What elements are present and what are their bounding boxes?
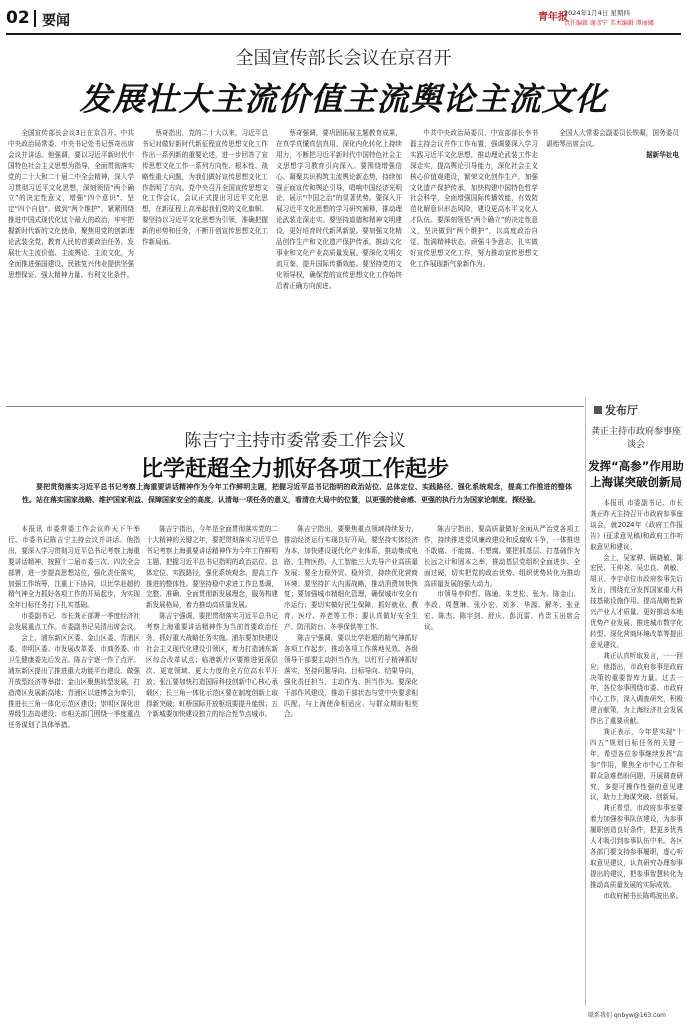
section-tag <box>594 402 638 418</box>
article1-column-4 <box>410 128 538 402</box>
article2-kicker: 陈吉宁主持市委常委工作会议 <box>184 431 406 451</box>
article3-body <box>590 498 683 1008</box>
issue-date: 2024年1月4日 星期四 <box>564 9 630 17</box>
article2-paragraph: 本报讯 市委常委工作会议昨天下午举行。市委书记陈吉宁主持会议并讲话。他指出，要深入学习贯彻习近平总书记考察上海重要讲话精神，按照十二届市委三次、四次全会部署，进一步提高思想站位，强化责任落实，加强工作统筹，注重上下协同，以比学赶超的精气神全力抓好各项工作的开局起步，为实现全年目标任务打下扎实基础。 <box>8 525 140 610</box>
article1-source: 据新华社电 <box>646 150 679 159</box>
article3-paragraph: 本报讯 市委副书记、市长龚正昨天主持召开市政府参事座谈会，就2024年《政府工作报告》(征求意见稿)和政府工作听取意见和建议。 <box>590 499 683 551</box>
article3-paragraph: 会上，吴家骅、顾晓敏、陈宏民、王仲尧、吴忠良、黄敏、胡卫、李宇卓位市政府参事先后发言，围绕充分发挥国家重大科技基础设施作用、提高战略性新兴产业人才质量、更好推动本地优势产业发展、推进城市数字化转型、深化营商环境改革等提出意见建议。 <box>590 553 683 649</box>
page-number: 02 <box>6 8 30 28</box>
column-divider <box>585 398 586 1006</box>
article2-paragraph: 陈吉宁强调，要把贯彻落实习近平总书记考察上海重要讲话精神作为当前首要政治任务，抓好重大战略任务实施。浦东要加快建设社会主义现代化建设引领区，着力打造浦东新区综合改革试点；临港新片区要推进更深层次、更宽领域、更大力度的全方位高水平开放；张江要加快打造国际科技创新中心核心承载区；长三角一体化示范区要在制度创新上取得新突破；虹桥国际开放枢纽要提升能级；五个新城要加快建设独立的综合性节点城市。 <box>146 612 278 719</box>
section-divider <box>6 406 584 407</box>
article1-kicker: 全国宣传部长会议在京召开 <box>235 48 452 69</box>
article3-headline: 发挥“高参”作用助上海谋突破创新局 <box>588 459 684 489</box>
article1-column-3 <box>276 128 402 402</box>
article1-column-2 <box>142 128 268 402</box>
article1-column-1 <box>8 128 134 402</box>
article2-column-1 <box>8 524 140 1008</box>
article2-column-2 <box>146 524 278 1008</box>
newspaper-logo: 青年报 <box>538 12 568 23</box>
article3-paragraph: 市政府秘书长陈鸣波出席。 <box>603 891 683 900</box>
article1-paragraph: 全国人大常委会副委员长铁凝，国务委员谌贻琴出席会议。 <box>546 129 679 148</box>
header-rule <box>6 33 681 35</box>
section-name: 要闻 <box>42 13 70 29</box>
editor-credits: 责任编辑 谢彦宁 美术编辑 谭丽娜 <box>564 20 654 27</box>
section-tag-label: 发布厅 <box>605 404 638 417</box>
article2-paragraph: 陈吉宁指出，要聚焦重点领域持续发力，推动经济运行实现良好开局。要坚持实体经济为本，加快建设现代化产业体系，推动集成电路、生物医药、人工智能三大先导产业高质量发展；要全力稳外贸、稳外资，持续优化营商环境；要坚持扩大内需战略，推动消费加快恢复；要加强城市精细化管理，确保城市安全有序运行；要切实做好民生保障，抓好就业、教育、医疗、养老等工作；要认真做好安全生产、防汛防台、冬季保供等工作。 <box>284 525 418 632</box>
article2-paragraph: 陈吉宁强调，要以比学赶超的精气神抓好各项工作起步，推动各项工作落地见效。各级领导干部要主动担当作为，以钉钉子精神抓好落实，坚持问题导向、目标导向、结果导向，强化责任担当，主动作为、担当作为。要深化干部作风建设，推动干部状态与党中央要求相匹配、与上海使命相适应、与群众期盼相契合。 <box>284 634 418 719</box>
article2-paragraph: 陈吉宁指出，今年是全面贯彻落实党的二十大精神的关键之年，要把贯彻落实习近平总书记考察上海重要讲话精神作为今年工作鲜明主题，把握习近平总书记指明的政治站位、总体定位、实践路径，强化系统观念，提高工作推进的整体性。要坚持稳中求进工作总基调，完整、准确、全面贯彻新发展理念，服务构建新发展格局，着力推动高质量发展。 <box>146 525 278 610</box>
article1-paragraph: 蔡奇强调，要巩固拓展主题教育成果，在真学真懂真信真用、深化内化转化上持续用力，不断把习近平新时代中国特色社会主义思想学习教育引向深入。要围绕增强信心、凝聚共识构筑主流舆论新态势，持续加强正面宣传和舆论引导，唱响中国经济光明论，展示“中国之治”的显著优势。要深入开展习近平文化思想的学习研究阐释，推动理论武装走深走实。要坚持道德和精神文明建设，更好培育时代新风新貌。要加强文化精品创作生产和文化遗产保护传承，推动文化事业和文化产业高质量发展。要深化文明交流互鉴，提升国际传播效能。要坚持党的文化领导权，确保党的宣传思想文化工作始终沿着正确方向前进。 <box>276 129 402 290</box>
article2-paragraph: 市委副书记、市长龚正部署一季度经济社会发展重点工作。市委副书记吴清出席会议。 <box>8 612 140 632</box>
footer-contact: 联系我们 qnbyw@163.com <box>588 1012 666 1019</box>
square-bullet-icon <box>594 406 602 414</box>
article3-paragraph: 龚正表示，今年是实现“十四五”规划目标任务的关键一年，希望各位参事继续发挥“高参”作用，聚焦全市中心工作和群众急难愁盼问题，开展调查研究，多提可操作性强的意见建议，助力上海谋突破、创新局。 <box>590 728 683 802</box>
article2-lede <box>22 480 572 506</box>
article1-column-5 <box>546 128 679 402</box>
header-separator <box>34 10 36 27</box>
article2-paragraph: 陈吉宁指出，要高质量做好全面从严治党各项工作，持续推进党风廉政建设和反腐败斗争，一体推进不敢腐、不能腐、不想腐。要把抓基层、打基础作为长远之计和固本之举，推动基层党组织全面进步、全面过硬，切实把党的政治优势、组织优势转化为推动高质量发展的强大动力。 <box>424 525 580 588</box>
article1-headline: 发展壮大主流价值主流舆论主流文化 <box>79 80 608 118</box>
article3-kicker: 龚正主持市政府参事座谈会 <box>590 427 681 450</box>
article2-paragraph: 市领导李仰哲、陈通、朱芝松、张为、陈金山、李政、周慧琳、张小宏、刘多、华源、解冬、张亚宏、陈杰、陈宇剑、舒庆、彭沉雷、肖贵玉出席会议。 <box>424 590 580 632</box>
article1-paragraph: 中共中央政治局委员、中宣部部长李书磊主持会议并作工作布置，强调要深入学习实践习近平文化思想，推动理论武装工作走深走实，提高舆论引导能力，深化社会主义核心价值观建设，繁荣文化创作生产，加强文化遗产保护传承，加快构建中国特色哲学社会科学，全面增强国际传播效能，有效防范化解意识形态风险，建设更高水平文化人才队伍。要深刻领悟“两个确立”的决定性意义，坚决做到“两个维护”，以高度政治自觉、饱满精神状态、顽强斗争意志，扎实做好宣传思想文化工作，努力推动宣传思想文化工作展现新气象新作为。 <box>410 129 538 268</box>
article3-paragraph: 龚正希望，市政府参事室要着力加强参事队伍建设，为参事履职创造良好条件，把更多优秀人才吸引到参事队伍中来。各区各部门要支持参事履职，虚心听取意见建议，认真研究办理参事提出的建议，把参事智慧转化为推动高质量发展的实际成效。 <box>590 804 683 889</box>
article2-paragraph: 会上，浦东新区区委、金山区委、青浦区委、崇明区委、市发展改革委、市商务委、市卫生健康委先后发言。陈吉宁逐一作了点评。浦东新区提出了推进重大功能平台建设、做强开放型经济等举措；金山区聚焦转型发展，打造湾区发展新高地；青浦区以进博会为牵引，推进长三角一体化示范区建设；崇明区深化世界级生态岛建设；市相关部门围绕一季度重点任务谋划了具体举措。 <box>8 634 140 730</box>
article1-paragraph: 全国宣传部长会议3日在京召开。中共中央政治局常委、中央书记处书记蔡奇出席会议并讲话。他强调，要以习近平新时代中国特色社会主义思想为指导，全面贯彻落实党的二十大和二十届二中全会精神，深入学习贯彻习近平文化思想，深刻领悟“两个确立”的决定性意义，增强“四个意识”、坚定“四个自信”、做到“两个维护”，紧紧围绕推进中国式现代化这个最大的政治，牢牢把握新时代新的文化使命，聚焦用党的创新理论武装全党、教育人民的首要政治任务，发展壮大主流价值、主流舆论、主流文化，为全面推进强国建设、民族复兴伟业提供坚强思想保证、强大精神力量、有利文化条件。 <box>8 129 134 279</box>
article2-headline: 比学赶超全力抓好各项工作起步 <box>140 457 449 482</box>
article1-paragraph: 蔡奇指出，党的二十大以来，习近平总书记对做好新时代新征程宣传思想文化工作作出一系列新的重要论述，进一步回答了宣传思想文化工作一系列方向性、根本性、战略性重大问题，为我们做好宣传思想文化工作指明了方向。党中央召开全国宣传思想文化工作会议，会议正式提出习近平文化思想，在新征程上高举起我们党的文化旗帜。要坚持以习近平文化思想为引领，准确把握新的形势和任务，不断开创宣传思想文化工作新局面。 <box>142 129 268 247</box>
article3-paragraph: 龚正认真听取发言，一一回应。他指出，市政府参事是政府决策的重要智库力量。过去一年，各位参事围绕市委、市政府中心工作，深入调查研究，积极建言献策，为上海经济社会发展作出了重要贡献。 <box>590 651 683 726</box>
page-header <box>0 0 687 36</box>
article2-column-3 <box>284 524 418 1008</box>
article2-lede-text: 要把贯彻落实习近平总书记考察上海重要讲话精神作为今年工作鲜明主题，把握习近平总书记指明的政治站位、总体定位、实践路径、强化系统观念，提高工作推进的整体性。站在落实国家战略、维护国家利益、保障国家安全的高度，认清每一项任务的意义，看清在大局中的位置，以更强的使命感、更强的执行力为国家论制度、探经验。 <box>22 482 572 504</box>
article2-column-4 <box>424 524 580 1008</box>
